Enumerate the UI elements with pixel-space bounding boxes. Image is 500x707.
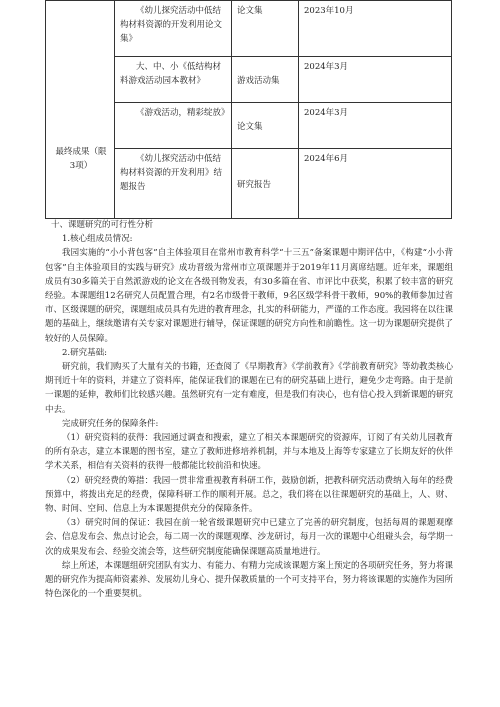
table-row-name: 《幼儿探究活动中低结构材料资源的开发利用论文集》: [115, 1, 232, 57]
paragraph: 综上所述，本课题组研究团队有实力、有能力、有精力完成该课题方案上预定的各项研究任务，努力将课题的研究作为提高师资素养、发展幼儿身心、提升保教质量的一个可支持平台，努力将该课题的实施作为园所特色深化的一个重要契机。: [45, 560, 454, 600]
table-row-date: 2024年3月: [299, 103, 452, 149]
paragraph: （1）研究资料的获得：我园通过调查和搜索，建立了相关本课题研究的资源库，订阅了有关幼儿园教育的所有杂志，建立本课题的图书室，建立了教师进修培养机制，并与本地及上海等专家建立了长期友好的伙伴学术关系，相信有关资料的获得一般都能比较前沿和快速。: [45, 433, 454, 472]
paragraph: 研究前，我们购买了大量有关的书籍，还查阅了《早期教育》《学前教育》《学前教育研究》等幼教类核心期刊近十年的资料，并建立了资料库，能保证我们的课题在已有的研究基础上进行，避免少走弯路。由于是前一课题的延伸，教师们比较感兴趣。虽然研究有一定有难度，但是我们有决心，也有信心投入到新课题的研究中去。: [45, 362, 454, 415]
table-row-date: 2024年3月: [299, 57, 452, 103]
table-row-date: 2023年10月: [299, 1, 452, 57]
section-title: 十、课题研究的可行性分析: [51, 220, 154, 230]
table-row-name: 《游戏活动，精彩绽放》: [115, 103, 232, 149]
table-row-name: 《幼儿探究活动中低结构材料资源的开发利用》结题报告: [115, 149, 232, 219]
paragraph: （2）研究经费的筹措：我园一贯非常重视教育科研工作，鼓励创新，把教科研究活动费纳入每年的经费预算中，将拨出充足的经费，保障科研工作的顺利开展。总之，我们将在以往课题研究的基础上，人、财、物、时间、空间、信息上为本课题提供充分的保障条件。: [45, 475, 453, 515]
table-row-type: 论文集: [232, 1, 299, 57]
paragraph: 我园实施的“小小背包客”自主体验项目在常州市教育科学“十三五”备案课题中期评估中，《构建“小小背包客”自主体验项目的实践与研究》成功晋级为常州市立项课题并于2019年11月离席结题。近年来，课题组成员有30多篇关于自然派游戏的论文在各级刊物发表，有30多篇在省、市评比中获奖，积累了较丰富的研究经验。本课题组12名研究人员配置合理，有2名市级骨干教师，9名区级学科骨干教师，90%的教师参加过省市、区级课题的研究，课题组成员具有先进的教育理念，扎实的科研能力，严谨的工作态度。我园将在以往课题的基础上，继续邀请有关专家对课题进行辅导，保证课题的研究方向性和前瞻性。这一切为课题研究提供了较好的人员保障。: [45, 248, 454, 344]
achievements-table: [45, 0, 452, 218]
table-row-name: 大、中、小《低结构材料游戏活动园本教材》: [115, 57, 232, 103]
category-label: 最终成果（限3项）: [55, 147, 107, 171]
category-cell: [46, 1, 115, 219]
paragraph: （3）研究时间的保证：我园在前一轮省级课题研究中已建立了完善的研究制度，包括每周的课题观摩会、信息发布会、焦点讨论会，每二周一次的课题观摩、沙龙研讨，每月一次的课题中心组碰头会，每学期一次的成果发布会、经验交流会等，这些研究制度能确保课题高质量地进行。: [45, 518, 454, 557]
subsection-title: 1.核心组成员情况:: [62, 234, 133, 245]
feasibility-section: [45, 218, 453, 601]
table-row-type: 论文集: [232, 103, 299, 149]
paragraph: 完成研究任务的保障条件:: [62, 418, 159, 429]
subsection-title: 2.研究基础:: [62, 347, 107, 358]
table-row-type: 研究报告: [232, 149, 299, 219]
table-row-date: 2024年6月: [299, 149, 452, 219]
table-row-type: 游戏活动集: [232, 57, 299, 103]
